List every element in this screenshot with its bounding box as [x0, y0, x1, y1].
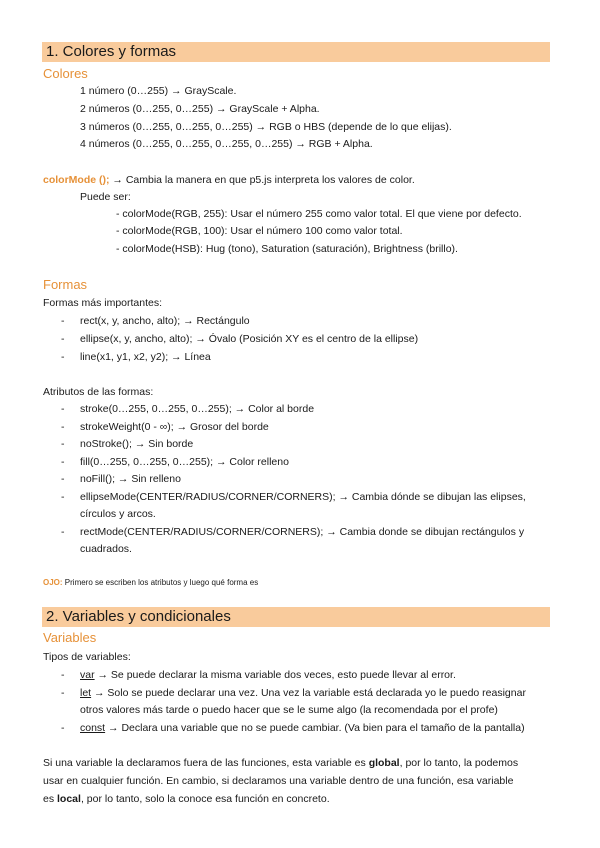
var-line — [80, 668, 456, 682]
colores-item: 1 número (0…255) → GrayScale. — [80, 85, 237, 97]
atributos-intro: Atributos de las formas: — [43, 386, 154, 398]
colormode-desc: → Cambia la manera en que p5.js interpreta los valores de color. — [109, 174, 415, 186]
colormode-option: - colorMode(RGB, 255): Usar el número 255 como valor total. El que viene por defecto. — [116, 208, 522, 220]
document-page: 1. Colores y formas Colores 1 número (0…255) → GrayScale. 2 números (0…255, 0…255) → GrayScale + Alpha. 3 números (0…255, 0…255, 0…255) → RGB o HBS (depende de lo que elijas). 4 números (0…255, 0…255, 0…255, 0…255) → RGB + Alpha. colorMode (); → Cambia la manera en que p5.js interpreta los valores de color. Puede ser: - colorMode(RGB, 255): Usar el número 255 como valor total. El que viene por defecto. - colorMode(RGB, 100): Usar el número 100 como valor total. - colorMode(HSB): Hug (tono), Saturation (saturación), Brightness (brillo). Formas Formas más importantes: - rect(x, y, ancho, alto); → Rectángulo - ellipse(x, y, ancho, alto); → Óvalo (Posición XY es el centro de la ellipse) - line(x1, y1, x2, y2); → Línea Atributos de las formas: - stroke(0…255, 0…255, 0…255); → Color al borde - strokeWeight(0 - ∞); → Grosor del borde - noStroke(); → Sin borde - fill(0…255, 0…255, 0…255); → Color relleno - noFill(); → Sin relleno - ellipseMode(CENTER/RADIUS/CORNER/CORNERS); → Cambia dónde se dibujan las elipses, círculos y arcos. - rectMode(CENTER/RADIUS/CORNER/CORNERS); → Cambia donde se dibujan rectángulos y cuadrados. OJO: Primero se escriben los atributos y luego qué forma es 2. Variables y condicionales Variables Tipos de variables: - var → Se puede declarar la misma variable dos veces, esto puede llevar al error. - let → Solo se puede declarar una vez. Una vez la variable está declarada yo le puedo reasignar otros valores más tarde o puedo hacer que se le sume algo (la recomendada por el profe) - const → Declara una variable que no se puede cambiar. (Va bien para el tamaño de la pantalla) Si una variable la declaramos fuera de las funciones, esta variable es global, por lo tanto, la podemos usar en cualquier función. En cambio, si declaramos una variable dentro de una función, esa variable es local, por lo tanto, solo la conoce esa función en concreto. — [0, 0, 600, 848]
colores-item: 3 números (0…255, 0…255, 0…255) → RGB o HBS (depende de lo que elijas). — [80, 121, 452, 133]
const-line — [80, 721, 525, 735]
colormode-option: - colorMode(HSB): Hug (tono), Saturation (saturación), Brightness (brillo). — [116, 243, 458, 255]
scope-paragraph-line-3: es local, por lo tanto, solo la conoce esa función en concreto. — [43, 793, 330, 805]
local-keyword: local — [57, 793, 81, 805]
atributo-item: stroke(0…255, 0…255, 0…255); → Color al borde — [80, 403, 315, 415]
rect-mode-line-1: rectMode(CENTER/RADIUS/CORNER/CORNERS); → Cambia donde se dibujan rectángulos y — [80, 526, 525, 538]
var-keyword: var — [80, 669, 95, 681]
colores-item: 2 números (0…255, 0…255) → GrayScale + Alpha. — [80, 103, 320, 115]
var-desc: → Se puede declarar la misma variable dos veces, esto puede llevar al error. — [94, 669, 456, 681]
formas-heading: Formas — [43, 277, 88, 292]
puede-ser-label: Puede ser: — [80, 191, 131, 203]
forma-item: ellipse(x, y, ancho, alto); → Óvalo (Posición XY es el centro de la ellipse) — [80, 333, 419, 345]
ojo-note — [43, 576, 258, 590]
atributo-item: noFill(); → Sin relleno — [80, 473, 181, 485]
colormode-option: - colorMode(RGB, 100): Usar el número 100 como valor total. — [116, 225, 403, 237]
ellipse-mode-line-2: círculos y arcos. — [80, 508, 156, 520]
atributo-item: noStroke(); → Sin borde — [80, 438, 194, 450]
let-keyword: let — [80, 687, 92, 699]
ojo-label: OJO: — [43, 578, 63, 587]
ellipse-mode-line-1: ellipseMode(CENTER/RADIUS/CORNER/CORNERS); → Cambia dónde se dibujan las elipses, — [80, 491, 526, 503]
section-1-title: 1. Colores y formas — [46, 43, 177, 60]
let-desc: → Solo se puede declarar una vez. Una vez la variable está declarada yo le puedo reasignar — [91, 687, 526, 699]
atributo-item: fill(0…255, 0…255, 0…255); → Color relleno — [80, 456, 289, 468]
scope-paragraph-line-1: Si una variable la declaramos fuera de las funciones, esta variable es global, por lo tanto, la podemos — [43, 757, 519, 769]
forma-item: rect(x, y, ancho, alto); → Rectángulo — [80, 315, 250, 327]
const-desc: → Declara una variable que no se puede cambiar. (Va bien para el tamaño de la pantalla) — [105, 722, 525, 734]
atributo-item: strokeWeight(0 - ∞); → Grosor del borde — [80, 421, 269, 433]
let-line-1 — [80, 686, 526, 700]
colormode-label: colorMode (); — [43, 174, 110, 186]
section-2-title: 2. Variables y condicionales — [46, 608, 231, 625]
forma-item: line(x1, y1, x2, y2); → Línea — [80, 351, 211, 363]
colores-heading: Colores — [43, 66, 88, 81]
colormode-line — [43, 173, 415, 187]
colores-item: 4 números (0…255, 0…255, 0…255, 0…255) → RGB + Alpha. — [80, 138, 373, 150]
ojo-text: Primero se escriben los atributos y luego qué forma es — [62, 578, 259, 587]
variables-heading: Variables — [43, 630, 97, 645]
let-line-2: otros valores más tarde o puedo hacer que se le sume algo (la recomendada por el profe) — [80, 704, 498, 716]
scope-paragraph-line-2: usar en cualquier función. En cambio, si declaramos una variable dentro de una función, esa variable — [43, 775, 514, 787]
const-keyword: const — [80, 722, 106, 734]
formas-intro: Formas más importantes: — [43, 297, 163, 309]
rect-mode-line-2: cuadrados. — [80, 543, 132, 555]
section-1-header — [42, 42, 550, 62]
global-keyword: global — [368, 757, 400, 769]
variables-intro: Tipos de variables: — [43, 651, 131, 663]
section-2-header — [42, 607, 550, 627]
